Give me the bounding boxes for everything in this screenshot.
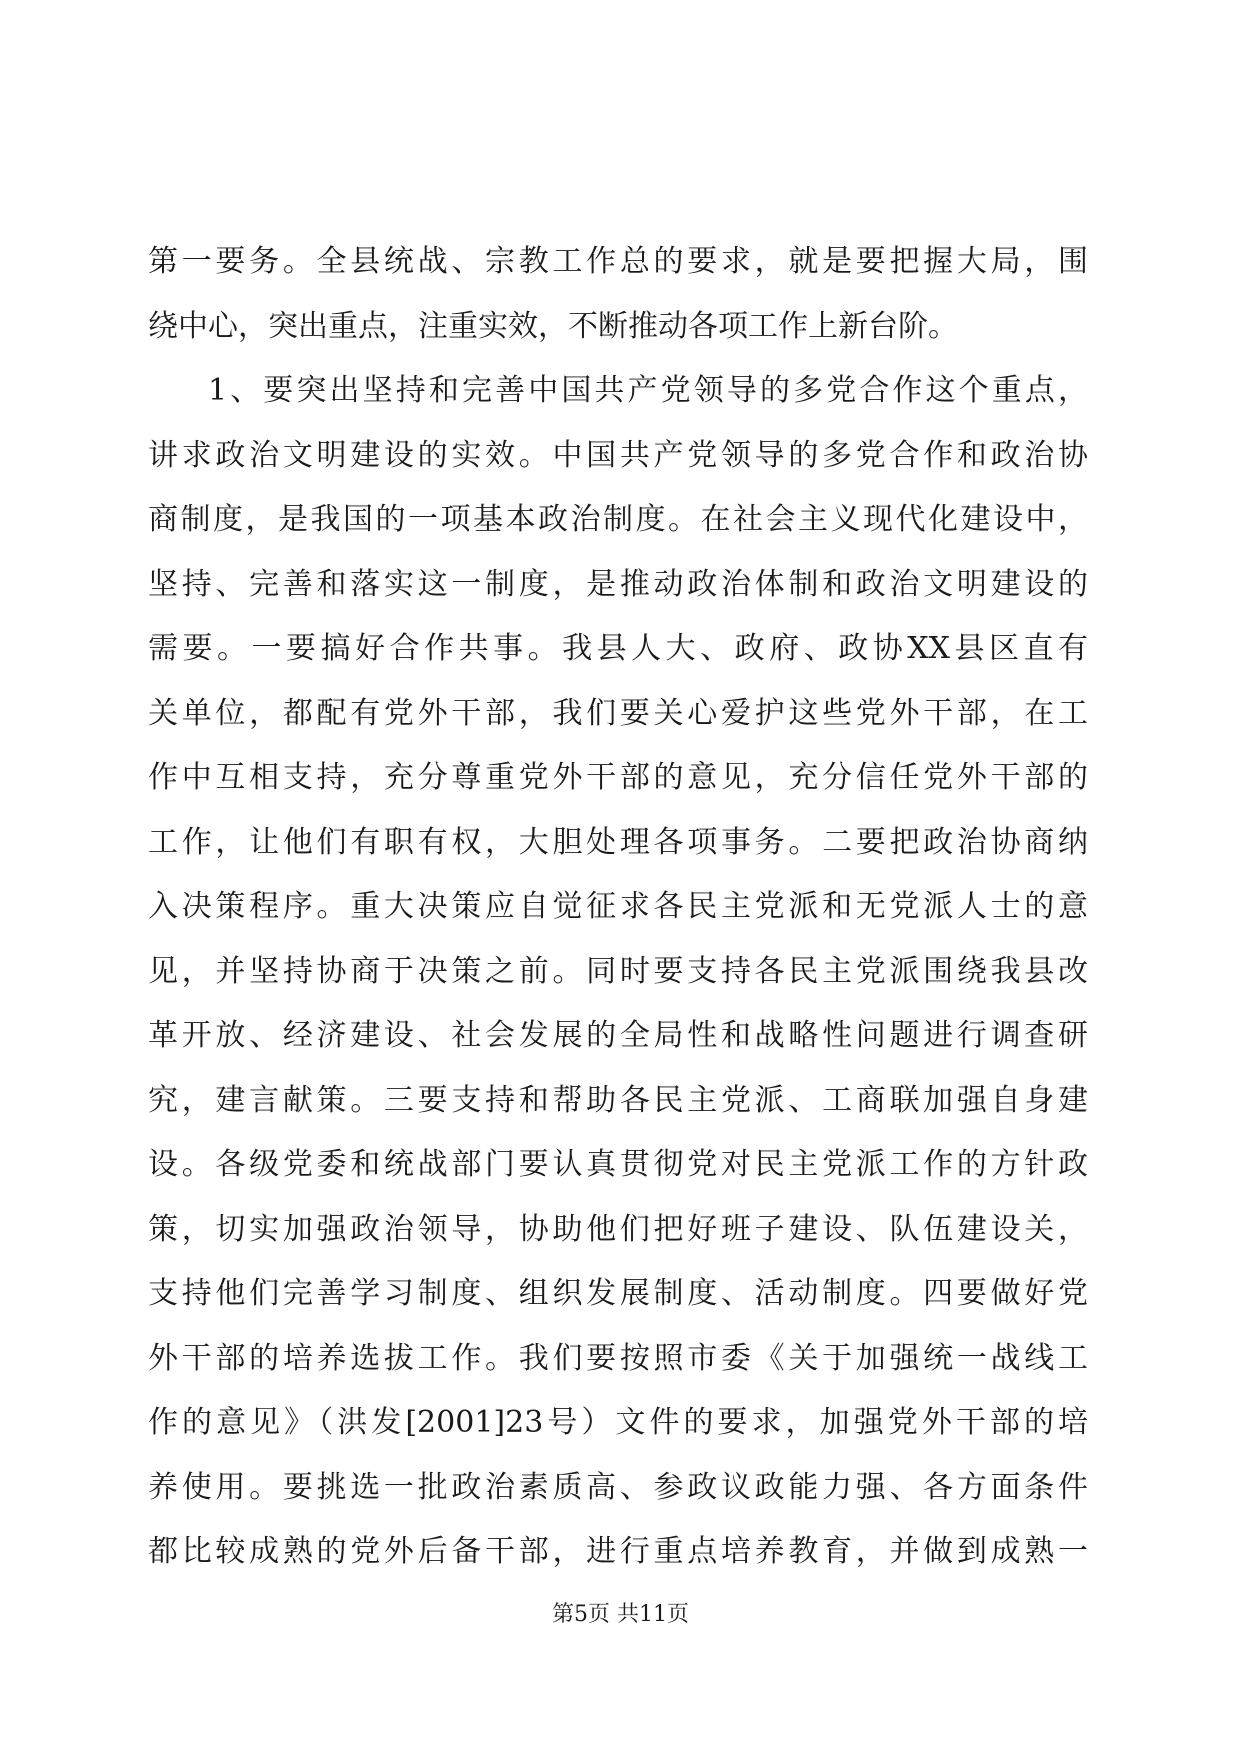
text-line: 究，建言献策。三要支持和帮助各民主党派、工商联加强自身建: [148, 1082, 1088, 1118]
document-body: [148, 230, 1088, 1585]
text-line: 工作，让他们有职有权，大胆处理各项事务。二要把政治协商纳: [148, 824, 1088, 860]
text-line: 绕中心，突出重点，注重实效，不断推动各项工作上新台阶。: [148, 308, 958, 344]
text-line: 设。各级党委和统战部门要认真贯彻党对民主党派工作的方针政: [148, 1147, 1088, 1182]
text-line: 养使用。要挑选一批政治素质高、参政议政能力强、各方面条件: [148, 1469, 1088, 1505]
text-line: 见，并坚持协商于决策之前。同时要支持各民主党派围绕我县改: [148, 953, 1088, 989]
text-line: 需要。一要搞好合作共事。我县人大、政府、政协XX县区直有: [148, 631, 1088, 666]
text-line: 讲求政治文明建设的实效。中国共产党领导的多党合作和政治协: [148, 437, 1088, 473]
text-line: 作的意见》（洪发[2001]23号）文件的要求，加强党外干部的培: [148, 1405, 1088, 1440]
text-line: 第一要务。全县统战、宗教工作总的要求，就是要把握大局，围: [148, 244, 1088, 279]
text-line: 关单位，都配有党外干部，我们要关心爱护这些党外干部，在工: [148, 695, 1088, 731]
text-line: 外干部的培养选拔工作。我们要按照市委《关于加强统一战线工: [148, 1340, 1088, 1376]
text-line: 策，切实加强政治领导，协助他们把好班子建设、队伍建设关，: [148, 1211, 1088, 1247]
text-line: 都比较成熟的党外后备干部，进行重点培养教育，并做到成熟一: [148, 1534, 1088, 1569]
text-line: 作中互相支持，充分尊重党外干部的意见，充分信任党外干部的: [148, 760, 1088, 795]
text-line: 商制度，是我国的一项基本政治制度。在社会主义现代化建设中，: [148, 502, 1088, 537]
text-line: 坚持、完善和落实这一制度，是推动政治体制和政治文明建设的: [148, 566, 1088, 602]
text-line: 支持他们完善学习制度、组织发展制度、活动制度。四要做好党: [148, 1276, 1088, 1311]
text-line: 革开放、经济建设、社会发展的全局性和战略性问题进行调查研: [148, 1018, 1088, 1053]
page-footer: [0, 1600, 1241, 1630]
text-line: 1、要突出坚持和完善中国共产党领导的多党合作这个重点，: [208, 373, 1088, 408]
page-number-label: 第5页 共11页: [552, 1602, 689, 1627]
text-line: 入决策程序。重大决策应自觉征求各民主党派和无党派人士的意: [148, 889, 1088, 924]
